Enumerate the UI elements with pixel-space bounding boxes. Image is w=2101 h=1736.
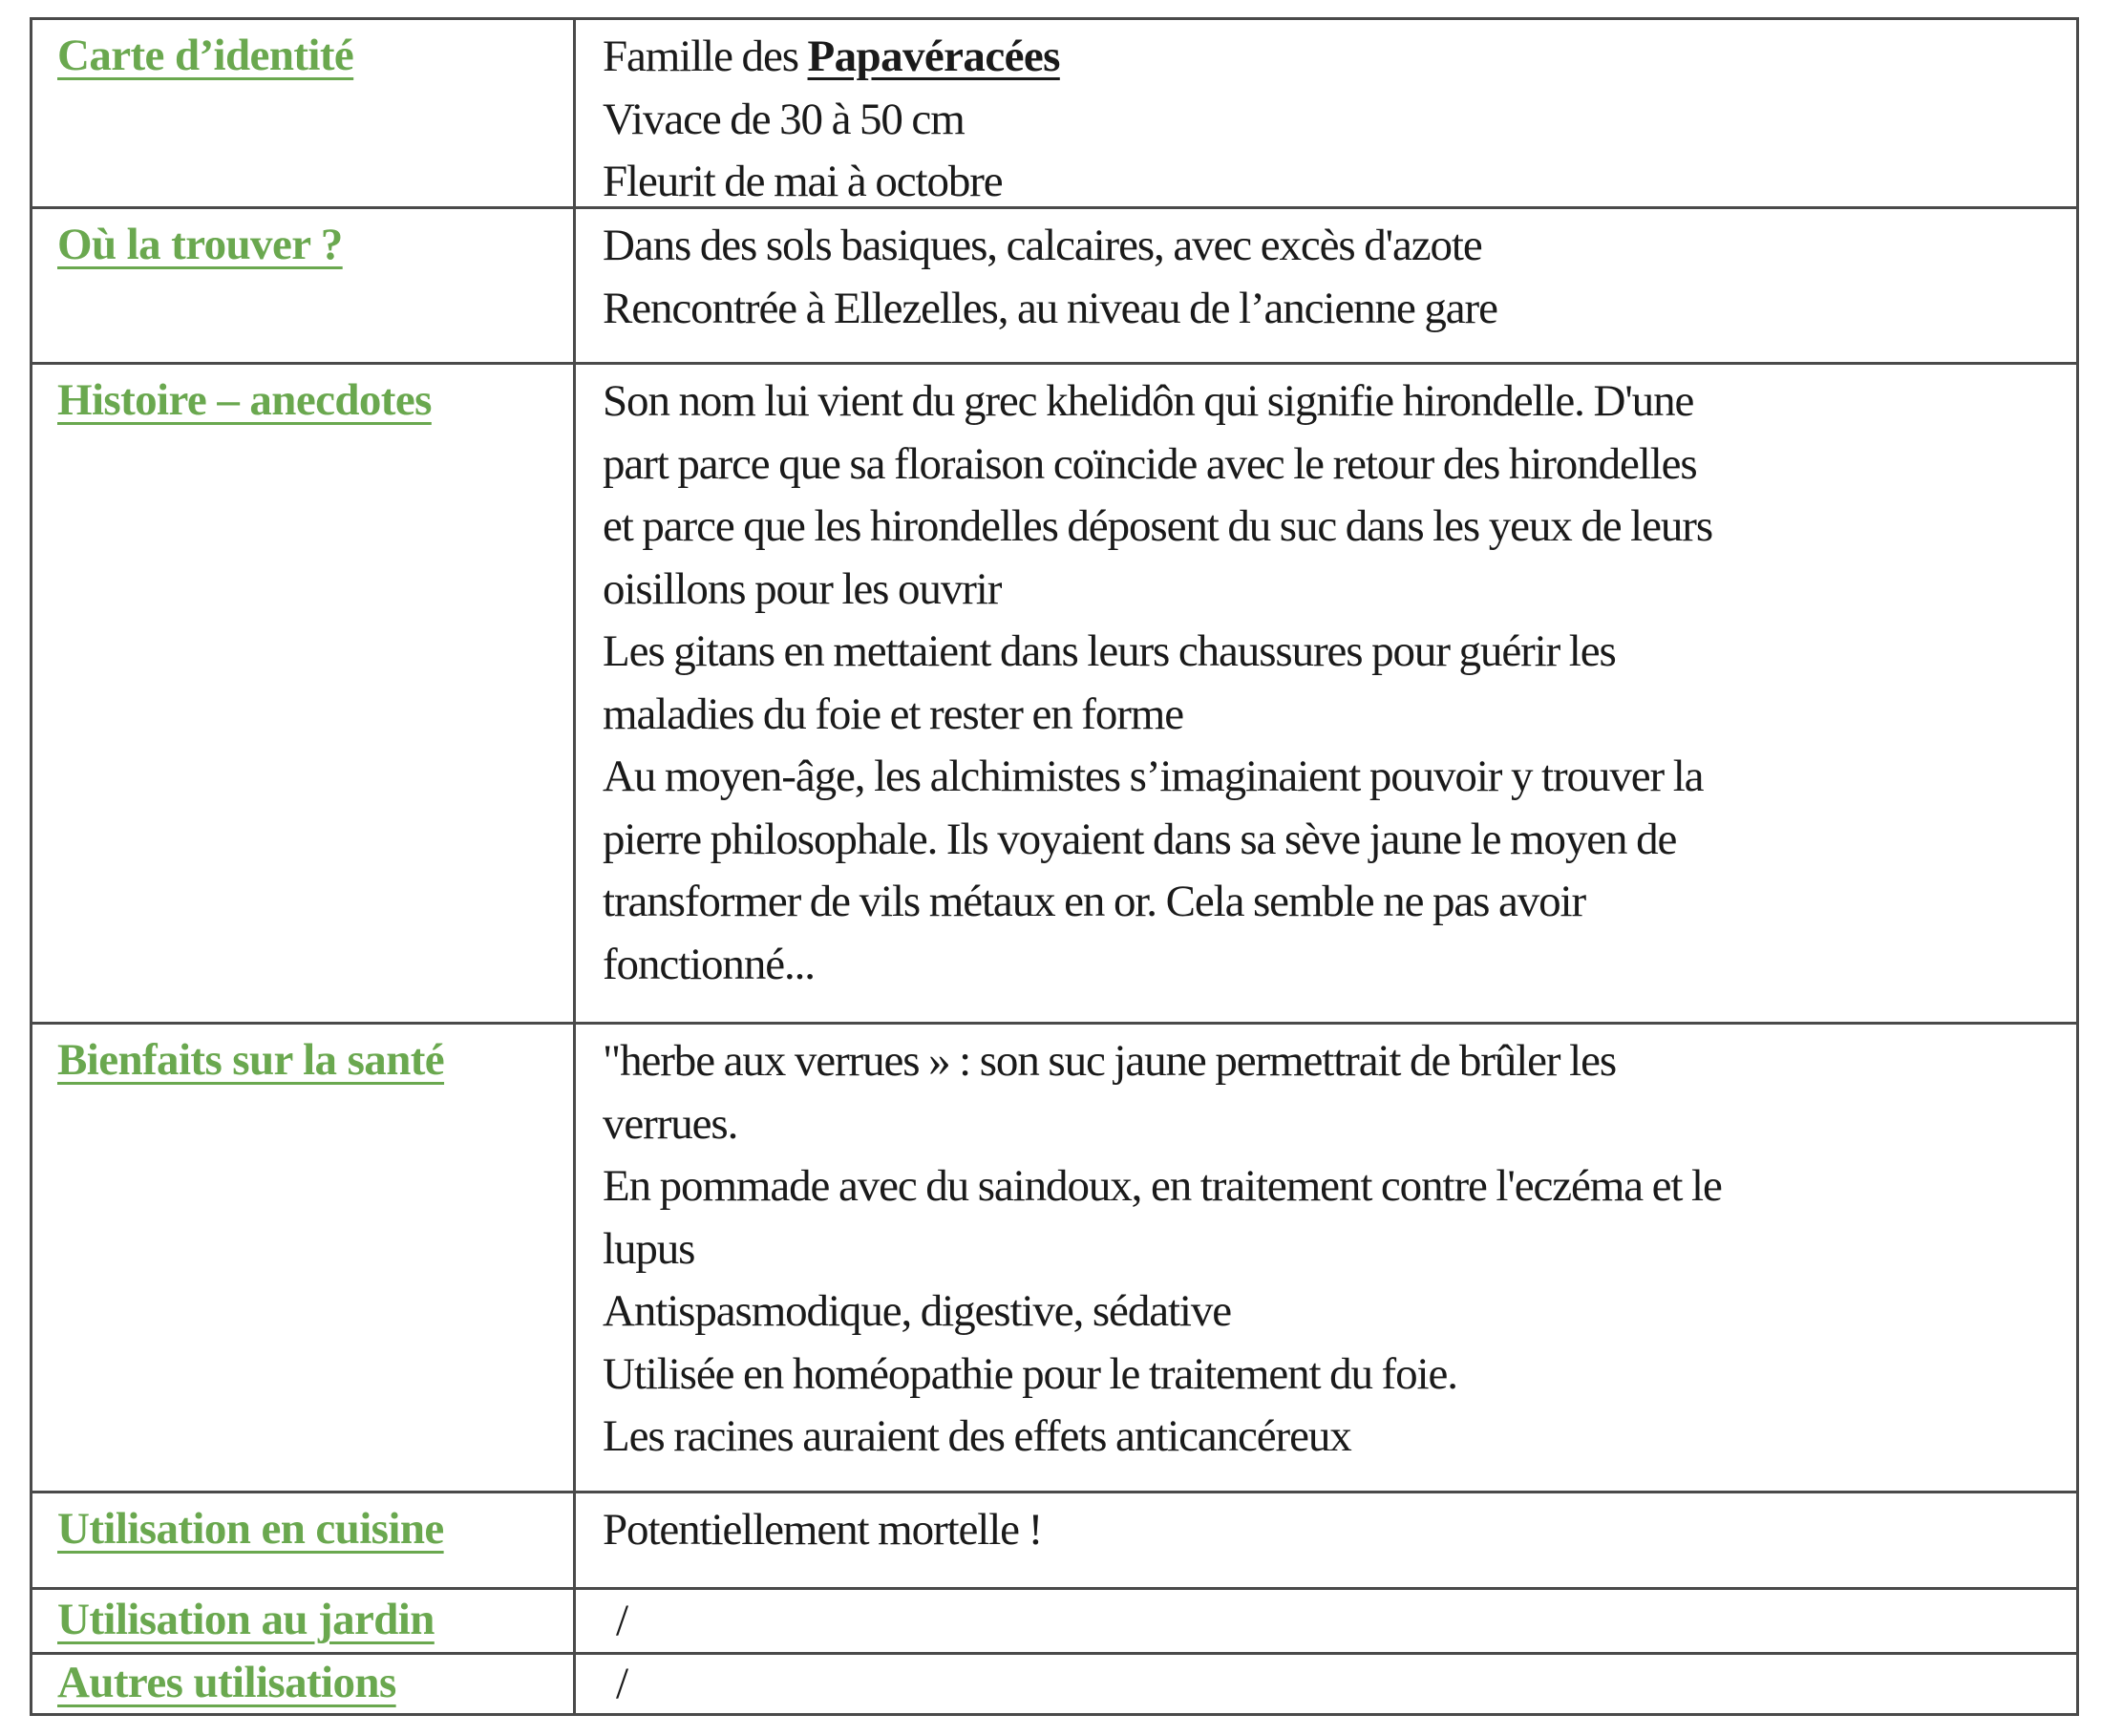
table-row-health xyxy=(32,1022,2076,1493)
content-line: Vivace de 30 à 50 cm xyxy=(603,94,965,144)
column-divider xyxy=(573,209,576,365)
family-name: Papavéracées xyxy=(807,32,1060,81)
family-line xyxy=(603,26,2057,89)
content-line: lupus xyxy=(603,1223,695,1274)
content-line: fonctionné... xyxy=(603,939,815,989)
row-label-other-uses: Autres utilisations xyxy=(57,1658,396,1707)
content-line: Utilisée en homéopathie pour le traitement du foie. xyxy=(603,1348,1457,1399)
row-content-health xyxy=(603,1030,2057,1469)
row-label-health: Bienfaits sur la santé xyxy=(57,1035,445,1085)
row-content-garden xyxy=(603,1590,2057,1653)
content-line: Antispasmodique, digestive, sédative xyxy=(603,1286,1232,1336)
content-line: Les gitans en mettaient dans leurs chaussures pour guérir les xyxy=(603,626,1616,676)
row-label-history: Histoire – anecdotes xyxy=(57,375,432,425)
content-line: Rencontrée à Ellezelles, au niveau de l’ancienne gare xyxy=(603,283,1497,333)
table-row-location xyxy=(32,206,2076,365)
content-line: Dans des sols basiques, calcaires, avec excès d'azote xyxy=(603,221,1482,270)
content-line: maladies du foie et rester en forme xyxy=(603,688,1183,739)
row-label-location: Où la trouver ? xyxy=(57,220,343,269)
column-divider xyxy=(573,1025,576,1493)
content-line: pierre philosophale. Ils voyaient dans sa sève jaune le moyen de xyxy=(603,814,1677,864)
content-line: transformer de vils métaux en or. Cela semble ne pas avoir xyxy=(603,877,1586,926)
column-divider xyxy=(573,1590,576,1655)
content-line: Au moyen-âge, les alchimistes s’imaginaient pouvoir y trouver la xyxy=(603,752,1704,801)
content-line: et parce que les hirondelles déposent du suc dans les yeux de leurs xyxy=(603,501,1713,551)
content-line: Potentiellement mortelle ! xyxy=(603,1505,1043,1555)
table-row-garden xyxy=(32,1587,2076,1655)
content-line: Son nom lui vient du grec khelidôn qui signifie hirondelle. D'une xyxy=(603,376,1694,426)
content-line: verrues. xyxy=(603,1098,738,1149)
table-row-identity xyxy=(32,20,2076,209)
row-content-history xyxy=(603,370,2057,996)
table-row-history xyxy=(32,362,2076,1025)
row-label-identity: Carte d’identité xyxy=(57,31,354,80)
row-label-cooking: Utilisation en cuisine xyxy=(57,1504,444,1554)
content-line: oisillons pour les ouvrir xyxy=(603,563,1002,614)
column-divider xyxy=(573,365,576,1025)
content-line: / xyxy=(616,1596,627,1645)
content-line: Fleurit de mai à octobre xyxy=(603,157,1003,206)
content-line: part parce que sa floraison coïncide avec le retour des hirondelles xyxy=(603,438,1697,489)
table-row-cooking xyxy=(32,1491,2076,1590)
content-line: En pommade avec du saindoux, en traitement contre l'eczéma et le xyxy=(603,1161,1722,1211)
row-content-cooking xyxy=(603,1499,2057,1562)
content-line: / xyxy=(616,1659,627,1708)
column-divider xyxy=(573,20,576,209)
row-content-location xyxy=(603,215,2057,340)
row-label-garden: Utilisation au jardin xyxy=(57,1595,435,1644)
content-line: Les racines auraient des effets anticancéreux xyxy=(603,1411,1351,1461)
column-divider xyxy=(573,1493,576,1590)
column-divider xyxy=(573,1655,576,1713)
family-prefix: Famille des xyxy=(603,32,808,81)
content-line: "herbe aux verrues » : son suc jaune permettrait de brûler les xyxy=(603,1036,1617,1086)
row-content-identity xyxy=(603,26,2057,214)
table-row-other-uses xyxy=(32,1652,2076,1713)
row-content-other-uses xyxy=(603,1653,2057,1716)
plant-info-table xyxy=(30,17,2079,1716)
